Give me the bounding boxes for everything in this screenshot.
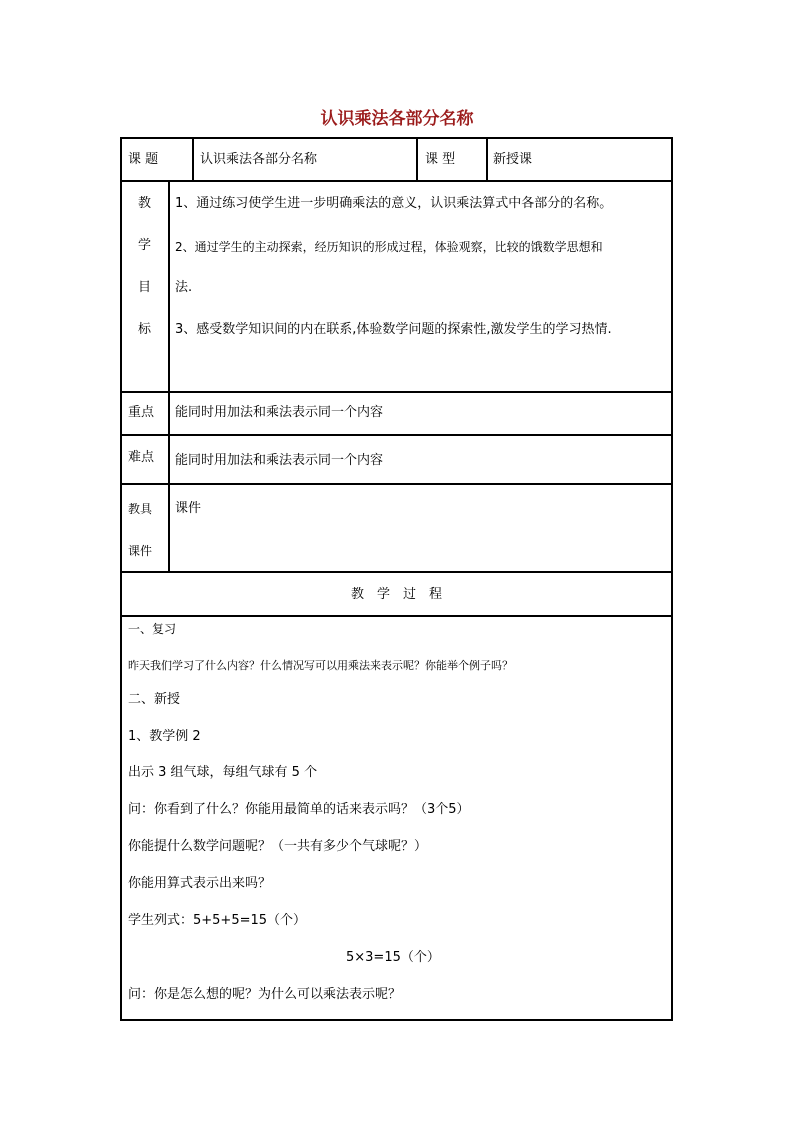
row-divider xyxy=(120,434,673,436)
process-line: 学生列式：5+5+5=15（个） xyxy=(128,913,307,928)
col-divider xyxy=(486,137,488,182)
difficulty-value: 能同时用加法和乘法表示同一个内容 xyxy=(175,453,384,468)
col-divider xyxy=(192,137,194,182)
difficulty-label: 难点 xyxy=(128,450,155,465)
row-divider xyxy=(120,615,673,617)
materials-label: 课件 xyxy=(128,544,153,558)
goals-label-char: 教 xyxy=(138,196,152,211)
process-line: 5×3=15（个） xyxy=(346,950,440,965)
table-border-bottom xyxy=(120,1019,673,1021)
process-line: 二、新授 xyxy=(128,692,181,707)
goals-label-char: 标 xyxy=(138,322,152,337)
process-line: 1、教学例 2 xyxy=(128,729,201,744)
process-line: 一、复习 xyxy=(128,622,177,636)
goal-item: 3、感受数学知识间的内在联系,体验数学问题的探索性,激发学生的学习热情. xyxy=(175,322,612,337)
goal-item: 2、通过学生的主动探索，经历知识的形成过程，体验观察，比较的饿数学思想和 xyxy=(175,240,603,254)
topic-label: 课 题 xyxy=(128,152,159,167)
lesson-plan-table xyxy=(120,137,673,1021)
process-line: 问：你是怎么想的呢？为什么可以乘法表示呢？ xyxy=(128,987,402,1002)
table-border-left xyxy=(120,137,122,1021)
process-line: 你能提什么数学问题呢？（一共有多少个气球呢？） xyxy=(128,839,428,854)
process-line: 昨天我们学习了什么内容？什么情况写可以用乘法来表示呢？你能举个例子吗？ xyxy=(128,659,513,672)
col-divider xyxy=(168,180,170,573)
goals-label-char: 目 xyxy=(138,280,152,295)
type-label: 课 型 xyxy=(425,152,456,167)
materials-label: 教具 xyxy=(128,502,153,516)
row-divider xyxy=(120,180,673,182)
goal-item: 1、通过练习使学生进一步明确乘法的意义，认识乘法算式中各部分的名称。 xyxy=(175,196,613,211)
process-line: 出示 3 组气球，每组气球有 5 个 xyxy=(128,765,318,780)
topic-value: 认识乘法各部分名称 xyxy=(200,152,318,167)
row-divider xyxy=(120,571,673,573)
row-divider xyxy=(120,391,673,393)
row-divider xyxy=(120,483,673,485)
type-value: 新授课 xyxy=(493,152,533,167)
page-title: 认识乘法各部分名称 xyxy=(320,109,474,129)
process-line: 问：你看到了什么？你能用最简单的话来表示吗？（3个5） xyxy=(128,802,470,817)
goals-label-char: 学 xyxy=(138,238,152,253)
table-border-right xyxy=(671,137,673,1021)
goal-item: 法. xyxy=(175,280,193,295)
key-point-label: 重点 xyxy=(128,405,155,420)
materials-value: 课件 xyxy=(175,501,202,516)
key-point-value: 能同时用加法和乘法表示同一个内容 xyxy=(175,405,384,420)
col-divider xyxy=(416,137,418,182)
process-header: 教 学 过 程 xyxy=(350,587,442,602)
process-line: 你能用算式表示出来吗？ xyxy=(128,876,272,891)
table-border-top xyxy=(120,137,673,139)
